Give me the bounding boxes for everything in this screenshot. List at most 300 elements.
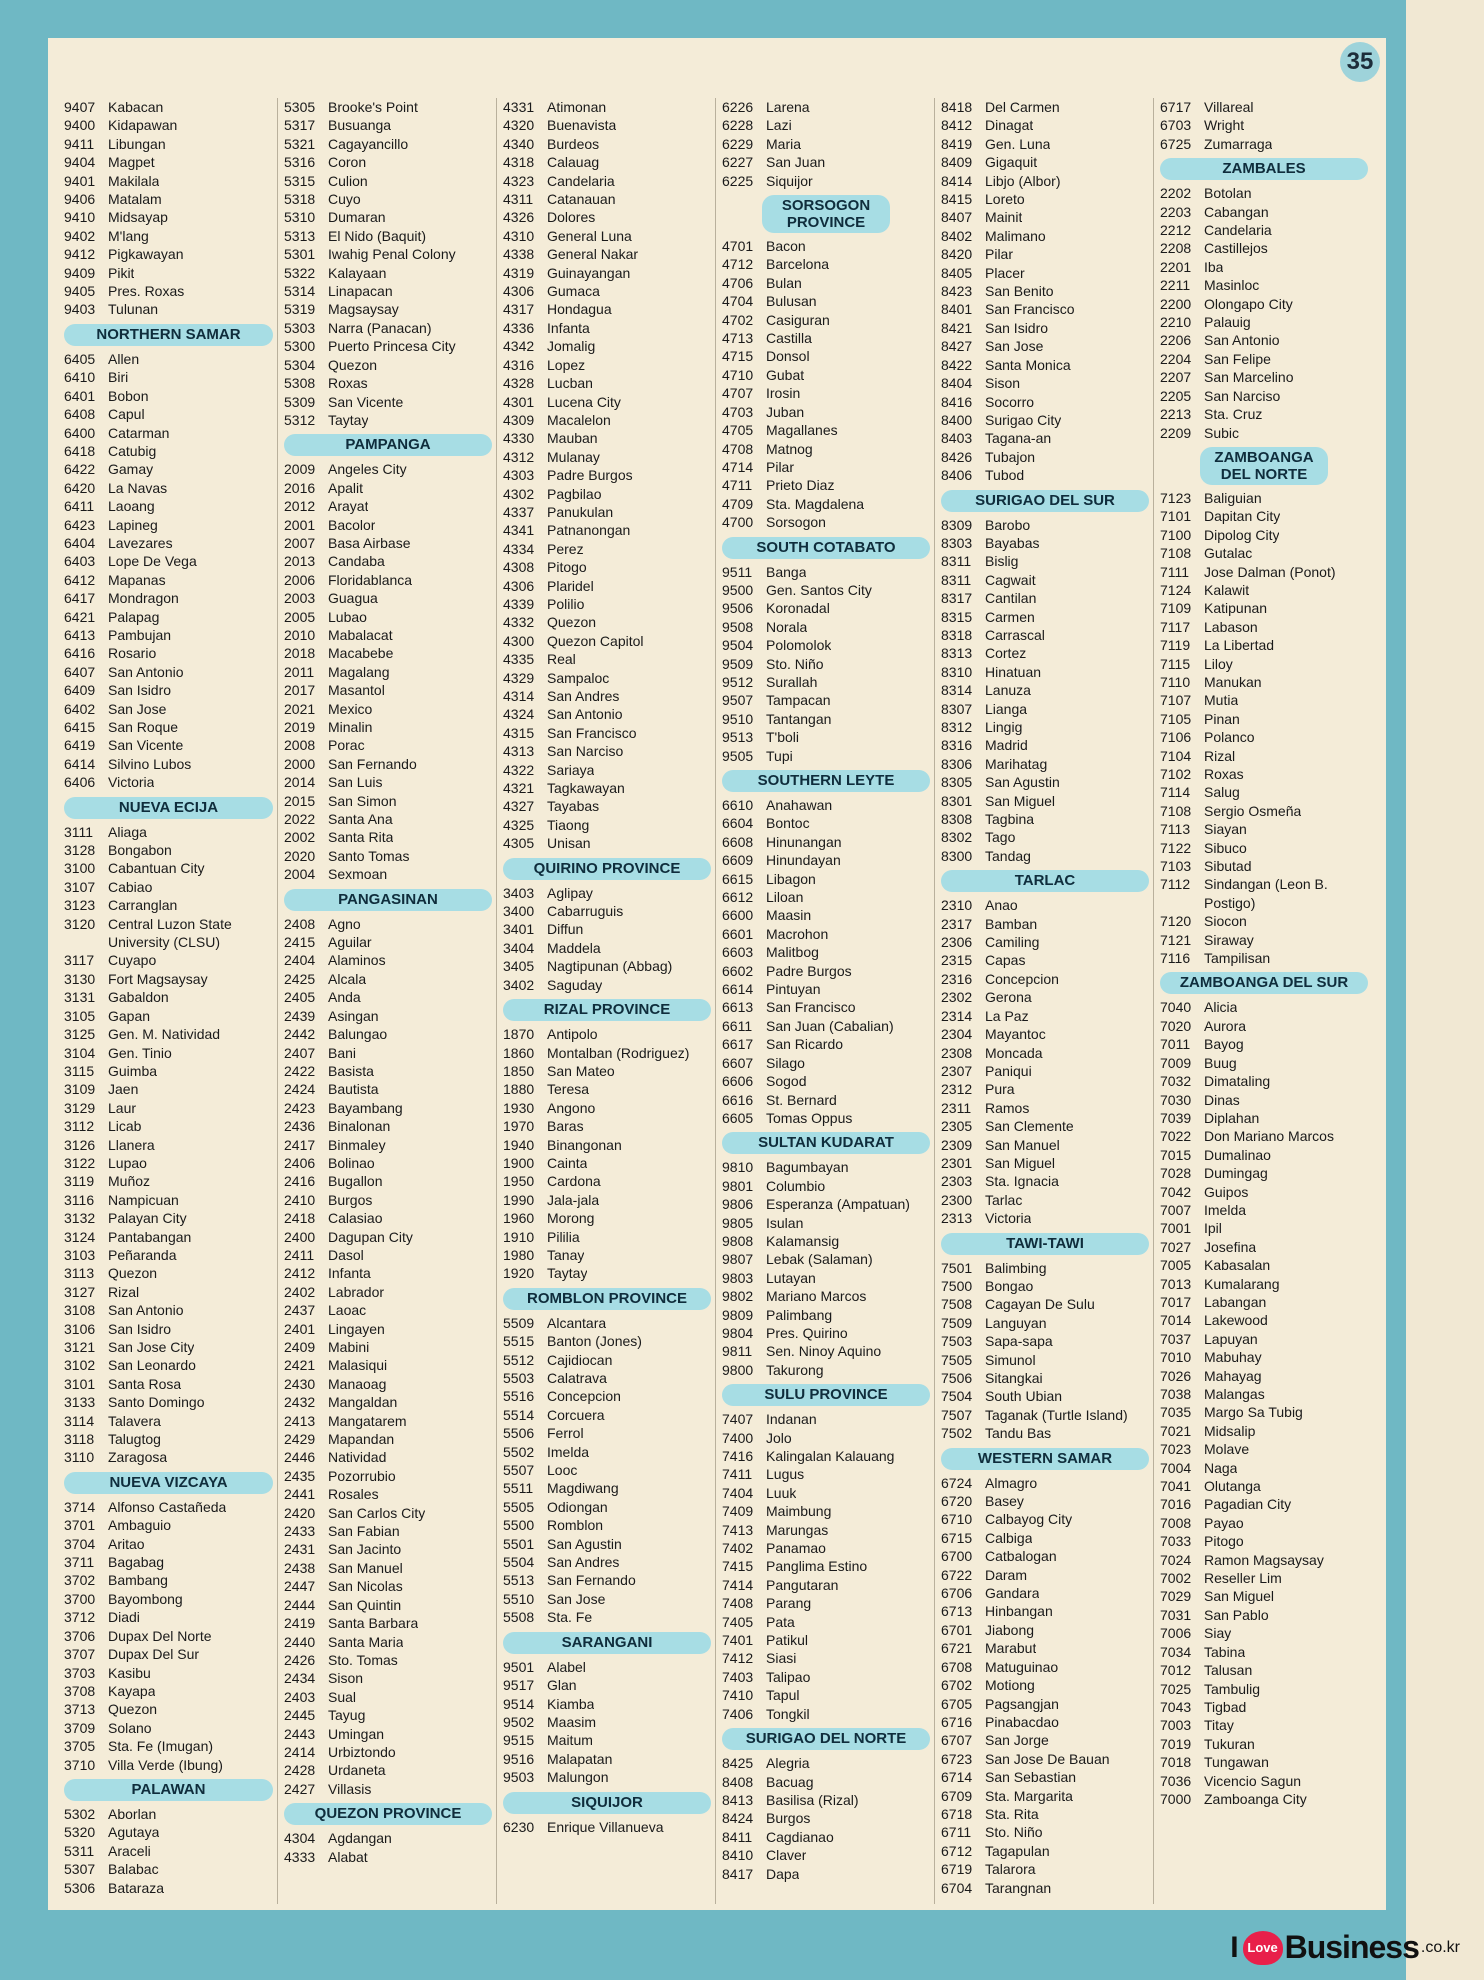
zip-entry xyxy=(722,1686,930,1704)
place-name: Rosario xyxy=(108,645,157,662)
place-name: Zumarraga xyxy=(1204,135,1273,152)
zip-code: 2202 xyxy=(1160,185,1192,202)
place-name: Infanta xyxy=(547,319,590,336)
zip-code: 2205 xyxy=(1160,387,1192,404)
zip-entry xyxy=(64,1172,273,1190)
zip-code: 2415 xyxy=(284,934,316,951)
place-name: Guimba xyxy=(108,1062,158,1079)
zip-entry xyxy=(503,1080,711,1098)
place-name: Naga xyxy=(1204,1459,1238,1476)
place-name: Lingayen xyxy=(328,1320,385,1337)
zip-entry xyxy=(503,724,711,742)
place-name: Siocon xyxy=(1204,913,1247,930)
zip-entry xyxy=(941,1191,1149,1209)
zip-entry xyxy=(1160,1440,1368,1458)
zip-entry xyxy=(941,1566,1149,1584)
zip-entry xyxy=(503,98,711,116)
zip-code: 2012 xyxy=(284,498,316,515)
place-name: Llanera xyxy=(108,1136,155,1153)
province-header: TAWI-TAWI xyxy=(941,1233,1149,1255)
zip-code: 7103 xyxy=(1160,858,1192,875)
zip-entry xyxy=(284,1191,492,1209)
zip-code: 7107 xyxy=(1160,692,1192,709)
zip-code: 5510 xyxy=(503,1590,535,1607)
zip-code: 2005 xyxy=(284,608,316,625)
logo-business: Business xyxy=(1284,1929,1419,1965)
zip-entry xyxy=(1160,1201,1368,1219)
place-name: Larena xyxy=(766,99,810,115)
zip-entry xyxy=(941,1805,1149,1823)
zip-entry xyxy=(941,847,1149,865)
zip-code: 4340 xyxy=(503,135,535,152)
zip-code: 3702 xyxy=(64,1572,96,1589)
zip-code: 4303 xyxy=(503,467,535,484)
zip-code: 4332 xyxy=(503,614,535,631)
place-name: Lopez xyxy=(547,356,586,373)
zip-code: 7022 xyxy=(1160,1128,1192,1145)
zip-entry xyxy=(503,1535,711,1553)
zip-code: 4310 xyxy=(503,227,535,244)
zip-entry xyxy=(722,1361,930,1379)
zip-entry xyxy=(64,1823,273,1841)
zip-code: 8416 xyxy=(941,393,973,410)
zip-entry xyxy=(503,779,711,797)
place-name: Villasis xyxy=(328,1780,372,1797)
zip-code: 6718 xyxy=(941,1805,973,1822)
zip-entry xyxy=(503,1731,711,1749)
zip-entry xyxy=(1160,783,1368,801)
zip-code: 2300 xyxy=(941,1191,973,1208)
place-name: Bagabag xyxy=(108,1554,165,1571)
place-name: Umingan xyxy=(328,1725,385,1742)
place-name: Almagro xyxy=(985,1474,1038,1491)
place-name: Burgos xyxy=(328,1191,373,1208)
zip-code: 7009 xyxy=(1160,1054,1192,1071)
place-name: Banton (Jones) xyxy=(547,1333,642,1350)
zip-entry xyxy=(284,1062,492,1080)
zip-entry xyxy=(1160,839,1368,857)
zip-entry xyxy=(941,1154,1149,1172)
place-name: San Isidro xyxy=(985,319,1049,336)
place-name: Binalonan xyxy=(328,1118,391,1135)
place-name: Basilisa (Rizal) xyxy=(766,1791,859,1808)
place-name: Santa Monica xyxy=(985,356,1071,373)
zip-entry xyxy=(503,816,711,834)
zip-entry xyxy=(941,1044,1149,1062)
zip-entry xyxy=(284,1780,492,1798)
place-name: Guagua xyxy=(328,590,378,607)
directory-column-3 xyxy=(496,98,715,1904)
zip-code: 3107 xyxy=(64,878,96,895)
place-name: Kasibu xyxy=(108,1664,151,1681)
place-name: Cuyo xyxy=(328,191,361,208)
zip-entry xyxy=(64,135,273,153)
zip-code: 2213 xyxy=(1160,406,1192,423)
place-name: Malungon xyxy=(547,1769,609,1786)
zip-code: 6719 xyxy=(941,1861,973,1878)
place-name: Buenavista xyxy=(547,117,617,134)
place-name: Mangaldan xyxy=(328,1394,398,1411)
place-name: San Agustin xyxy=(547,1535,622,1552)
place-name: Marabut xyxy=(985,1640,1037,1657)
place-name: Mapandan xyxy=(328,1431,395,1448)
zip-entry xyxy=(722,1410,930,1428)
zip-code: 7401 xyxy=(722,1632,754,1649)
zip-entry xyxy=(722,925,930,943)
place-name: Kalawit xyxy=(1204,581,1250,598)
zip-entry xyxy=(284,1743,492,1761)
zip-entry xyxy=(64,755,273,773)
zip-code: 4713 xyxy=(722,330,754,347)
zip-entry xyxy=(722,384,930,402)
zip-code: 3128 xyxy=(64,842,96,859)
place-name: Linapacan xyxy=(328,283,393,300)
zip-entry xyxy=(941,700,1149,718)
place-name: Basa Airbase xyxy=(328,534,411,551)
zip-entry xyxy=(503,208,711,226)
zip-entry xyxy=(284,411,492,429)
zip-entry xyxy=(722,1809,930,1827)
place-name: Placer xyxy=(985,264,1025,281)
place-name: Jomalig xyxy=(547,338,596,355)
zip-entry xyxy=(722,237,930,255)
zip-entry xyxy=(64,227,273,245)
place-name: Agno xyxy=(328,915,361,932)
zip-entry xyxy=(503,485,711,503)
zip-code: 6705 xyxy=(941,1695,973,1712)
zip-entry xyxy=(941,1695,1149,1713)
zip-entry xyxy=(722,1109,930,1127)
place-name: Norala xyxy=(766,618,808,635)
zip-entry xyxy=(284,1375,492,1393)
zip-entry xyxy=(503,976,711,994)
place-name: Koronadal xyxy=(766,600,830,617)
zip-code: 5503 xyxy=(503,1370,535,1386)
zip-entry xyxy=(1160,544,1368,562)
zip-entry xyxy=(284,1559,492,1577)
zip-entry xyxy=(941,896,1149,914)
place-name: Montalban (Rodriguez) xyxy=(547,1044,690,1061)
zip-entry xyxy=(284,1596,492,1614)
place-name: Alaminos xyxy=(328,952,386,969)
zip-entry xyxy=(503,920,711,938)
zip-code: 1880 xyxy=(503,1081,535,1098)
zip-code: 7121 xyxy=(1160,931,1192,948)
zip-code: 8315 xyxy=(941,608,973,625)
zip-entry xyxy=(284,1209,492,1227)
zip-code: 3404 xyxy=(503,939,535,956)
place-name: San Jose xyxy=(985,338,1044,355)
zip-code: 7112 xyxy=(1160,876,1191,893)
zip-code: 7501 xyxy=(941,1259,973,1276)
place-name: Libungan xyxy=(108,135,166,152)
place-name: Balimbing xyxy=(985,1259,1047,1276)
zip-entry xyxy=(941,608,1149,626)
zip-entry xyxy=(64,1338,273,1356)
place-name: Tampacan xyxy=(766,692,831,709)
zip-entry xyxy=(284,1301,492,1319)
zip-entry xyxy=(941,1731,1149,1749)
zip-code: 7031 xyxy=(1160,1606,1192,1623)
zip-code: 6706 xyxy=(941,1585,973,1602)
zip-entry xyxy=(941,571,1149,589)
zip-entry xyxy=(503,1479,711,1497)
zip-entry xyxy=(503,1136,711,1154)
place-name: Kumalarang xyxy=(1204,1275,1280,1292)
zip-code: 7003 xyxy=(1160,1717,1192,1734)
zip-entry xyxy=(722,691,930,709)
zip-entry xyxy=(722,495,930,513)
zip-code: 3400 xyxy=(503,903,535,920)
zip-code: 8404 xyxy=(941,375,973,392)
zip-entry xyxy=(503,190,711,208)
zip-code: 4331 xyxy=(503,99,535,115)
place-name: Surallah xyxy=(766,673,818,690)
place-name: Dimataling xyxy=(1204,1073,1271,1090)
zip-entry xyxy=(284,1264,492,1282)
zip-entry xyxy=(941,1658,1149,1676)
zip-code: 7036 xyxy=(1160,1772,1192,1789)
place-name: San Mateo xyxy=(547,1062,615,1079)
zip-entry xyxy=(64,1044,273,1062)
zip-entry xyxy=(941,951,1149,969)
zip-entry xyxy=(503,1387,711,1405)
zip-entry xyxy=(941,1842,1149,1860)
place-name: Gumaca xyxy=(547,283,600,300)
zip-entry xyxy=(503,227,711,245)
zip-code: 6412 xyxy=(64,571,96,588)
place-name: Santa Ana xyxy=(328,811,393,828)
zip-entry xyxy=(64,988,273,1006)
place-name: San Manuel xyxy=(985,1136,1060,1153)
zip-code: 2426 xyxy=(284,1651,316,1668)
zip-code: 5305 xyxy=(284,99,316,115)
place-name: Ferrol xyxy=(547,1425,584,1442)
zip-entry xyxy=(64,1062,273,1080)
zip-code: 7007 xyxy=(1160,1201,1192,1218)
place-name: General Nakar xyxy=(547,246,639,263)
zip-code: 5514 xyxy=(503,1406,535,1423)
zip-entry xyxy=(284,172,492,190)
place-name: Plaridel xyxy=(547,577,594,594)
zip-entry xyxy=(722,274,930,292)
zip-entry xyxy=(941,1676,1149,1694)
place-name: Labason xyxy=(1204,618,1258,635)
zip-entry xyxy=(1160,1569,1368,1587)
place-name: Atimonan xyxy=(547,99,607,115)
zip-code: 2436 xyxy=(284,1118,316,1135)
zip-entry xyxy=(64,841,273,859)
zip-entry xyxy=(64,1448,273,1466)
zip-code: 2411 xyxy=(284,1246,315,1263)
place-name: Bambang xyxy=(108,1572,168,1589)
place-name: Dapitan City xyxy=(1204,508,1281,525)
zip-entry xyxy=(941,663,1149,681)
zip-code: 4708 xyxy=(722,440,754,457)
zip-code: 3111 xyxy=(64,823,94,840)
place-name: Bagumbayan xyxy=(766,1159,849,1176)
zip-entry xyxy=(64,1393,273,1411)
zip-entry xyxy=(722,1846,930,1864)
place-name: Looc xyxy=(547,1462,578,1479)
place-name: Hinatuan xyxy=(985,663,1042,680)
place-name: Victoria xyxy=(985,1210,1032,1227)
zip-code: 6227 xyxy=(722,154,754,171)
zip-code: 2209 xyxy=(1160,424,1192,441)
place-name: Dumalinao xyxy=(1204,1146,1271,1163)
place-name: San Juan xyxy=(766,154,826,171)
zip-code: 2409 xyxy=(284,1339,316,1355)
zip-entry xyxy=(284,1338,492,1356)
place-name: Donsol xyxy=(766,348,810,365)
place-name: Candelaria xyxy=(1204,222,1272,239)
zip-entry xyxy=(503,705,711,723)
place-name: Manaoag xyxy=(328,1375,387,1392)
zip-entry xyxy=(1160,655,1368,673)
zip-code: 6403 xyxy=(64,553,96,570)
place-name: Masantol xyxy=(328,682,385,699)
place-name: Dupax Del Norte xyxy=(108,1627,212,1644)
zip-code: 5310 xyxy=(284,209,316,226)
zip-entry xyxy=(284,792,492,810)
zip-entry xyxy=(1160,1293,1368,1311)
zip-code: 4342 xyxy=(503,338,535,355)
zip-entry xyxy=(1160,1017,1368,1035)
zip-entry xyxy=(284,1283,492,1301)
zip-code: 4317 xyxy=(503,301,535,318)
place-name: Bulusan xyxy=(766,293,817,310)
zip-code: 2002 xyxy=(284,829,316,846)
place-name: Siasi xyxy=(766,1650,797,1667)
zip-entry xyxy=(722,1214,930,1232)
zip-code: 2431 xyxy=(284,1541,316,1558)
zip-entry xyxy=(722,292,930,310)
place-name: Calasiao xyxy=(328,1210,383,1227)
zip-entry xyxy=(503,1443,711,1461)
place-name: Aliaga xyxy=(108,823,147,840)
zip-code: 2207 xyxy=(1160,369,1192,386)
place-name: Quezon xyxy=(108,1265,158,1282)
zip-code: 2316 xyxy=(941,970,973,987)
place-name: Silvino Lubos xyxy=(108,755,192,772)
place-name: Licab xyxy=(108,1118,142,1135)
zip-code: 9513 xyxy=(722,729,754,746)
zip-code: 3130 xyxy=(64,970,96,987)
zip-entry xyxy=(722,618,930,636)
zip-entry xyxy=(284,1651,492,1669)
place-name: Culion xyxy=(328,172,368,189)
zip-code: 2018 xyxy=(284,645,316,662)
zip-code: 9402 xyxy=(64,227,96,244)
place-name: Pagsangjan xyxy=(985,1695,1059,1712)
place-name: San Miguel xyxy=(985,1154,1056,1171)
province-header: SOUTH COTABATO xyxy=(722,537,930,559)
place-name: Liloan xyxy=(766,889,804,906)
zip-code: 2313 xyxy=(941,1210,973,1227)
page-edge xyxy=(1406,0,1484,1980)
zip-code: 2016 xyxy=(284,479,316,496)
zip-entry xyxy=(941,319,1149,337)
place-name: Anao xyxy=(985,897,1018,914)
zip-code: 4300 xyxy=(503,632,535,649)
zip-code: 6417 xyxy=(64,590,96,607)
zip-code: 6606 xyxy=(722,1073,754,1090)
zip-entry xyxy=(1160,857,1368,875)
directory-column-5 xyxy=(934,98,1153,1904)
zip-code: 2009 xyxy=(284,461,316,478)
zip-entry xyxy=(284,1467,492,1485)
place-name: Bani xyxy=(328,1044,357,1061)
zip-entry xyxy=(722,563,930,581)
zip-entry xyxy=(64,98,273,116)
zip-code: 4335 xyxy=(503,651,535,668)
zip-code: 2006 xyxy=(284,571,316,588)
zip-code: 6709 xyxy=(941,1787,973,1804)
place-name: Real xyxy=(547,651,576,668)
zip-entry xyxy=(503,374,711,392)
zip-entry xyxy=(1160,1127,1368,1145)
zip-code: 9508 xyxy=(722,618,754,635)
zip-entry xyxy=(1160,116,1368,134)
zip-entry xyxy=(941,1510,1149,1528)
zip-code: 4327 xyxy=(503,798,535,815)
zip-code: 2201 xyxy=(1160,258,1192,275)
zip-entry xyxy=(941,135,1149,153)
place-name: Siraway xyxy=(1204,931,1254,948)
zip-code: 5314 xyxy=(284,283,316,300)
place-name: Isulan xyxy=(766,1214,804,1231)
place-name: Tarangnan xyxy=(985,1879,1052,1896)
place-name: Barcelona xyxy=(766,256,830,273)
place-name: Alcantara xyxy=(547,1314,607,1331)
zip-entry xyxy=(64,1756,273,1774)
place-name: Iba xyxy=(1204,258,1224,275)
place-name: Aborlan xyxy=(108,1805,157,1822)
place-name: Aritao xyxy=(108,1535,145,1552)
place-name: Bamban xyxy=(985,915,1038,932)
place-name: San Jose De Bauan xyxy=(985,1750,1110,1767)
zip-code: 4341 xyxy=(503,522,535,539)
place-name: Olutanga xyxy=(1204,1478,1261,1495)
place-name: San Antonio xyxy=(108,663,184,680)
place-name: Bataraza xyxy=(108,1879,165,1896)
zip-entry xyxy=(941,1025,1149,1043)
place-name: Dinagat xyxy=(985,117,1034,134)
zip-code: 7411 xyxy=(722,1466,753,1483)
zip-entry xyxy=(284,460,492,478)
place-name: South Ubian xyxy=(985,1388,1063,1405)
zip-code: 8302 xyxy=(941,829,973,846)
zip-entry xyxy=(284,516,492,534)
zip-code: 2419 xyxy=(284,1615,316,1632)
place-name: Bongao xyxy=(985,1277,1034,1294)
place-name: Concepcion xyxy=(547,1388,621,1405)
zip-code: 2432 xyxy=(284,1394,316,1411)
place-name: Labrador xyxy=(328,1283,385,1300)
zip-entry xyxy=(941,172,1149,190)
place-name: Angono xyxy=(547,1099,596,1116)
place-name: Alegria xyxy=(766,1755,810,1772)
zip-entry xyxy=(503,300,711,318)
zip-entry xyxy=(941,282,1149,300)
zip-code: 5509 xyxy=(503,1314,535,1331)
directory-column-2 xyxy=(277,98,496,1904)
zip-entry xyxy=(503,1676,711,1694)
zip-code: 9406 xyxy=(64,191,96,208)
zip-code: 3704 xyxy=(64,1535,96,1552)
zip-entry xyxy=(1160,599,1368,617)
zip-code: 2204 xyxy=(1160,350,1192,367)
